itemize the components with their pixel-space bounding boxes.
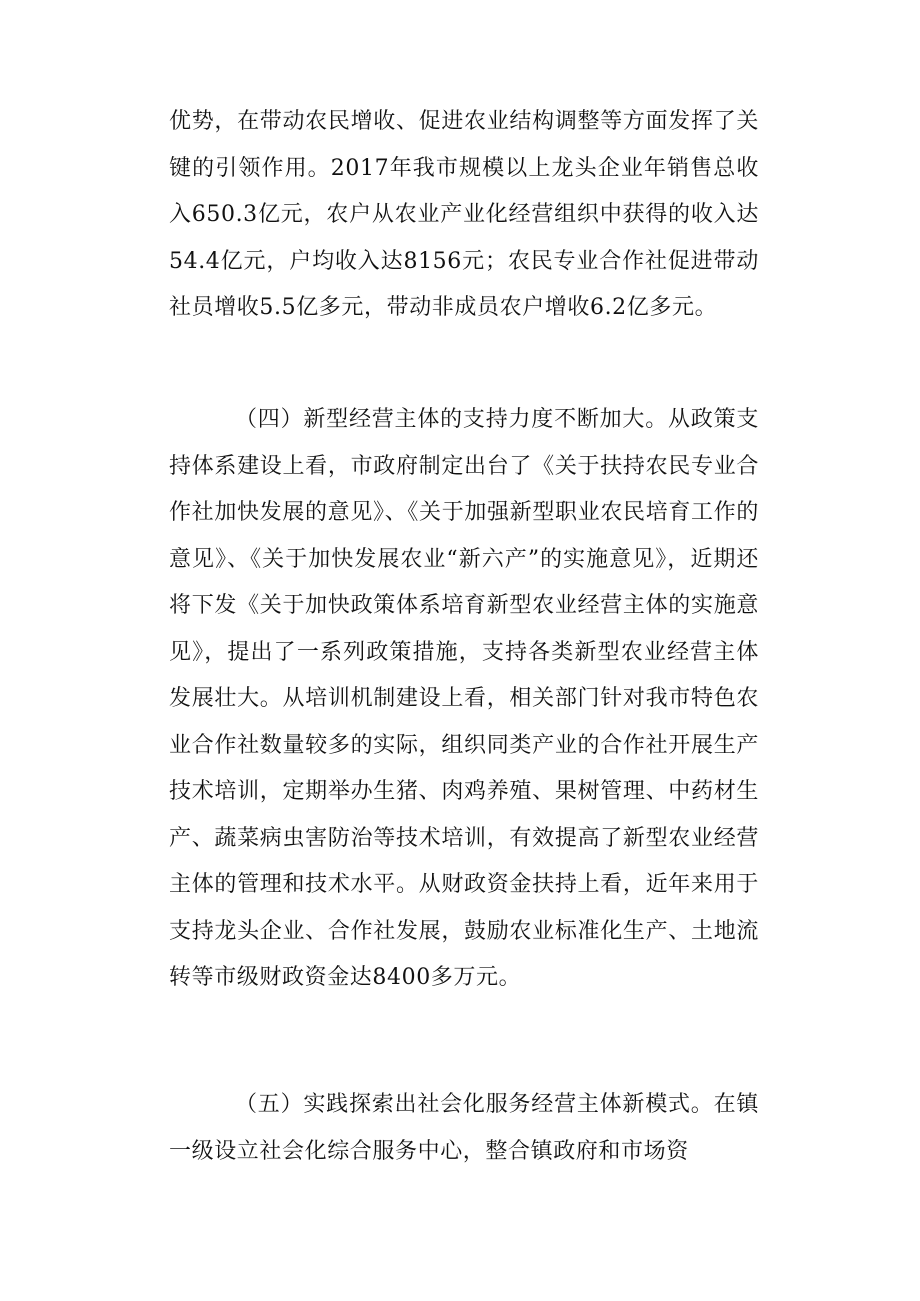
paragraph-section-4: （四）新型经营主体的支持力度不断加大。从政策支持体系建设上看，市政府制定出台了《关于扶持农民专业合作社加快发展的意见》、《关于加强新型职业农民培育工作的意见》、《关于加快发展农业“新六产”的实施意见》，近期还将下发《关于加快政策体系培育新型农业经营主体的实施意见》，提出了一系列政策措施，支持各类新型农业经营主体发展壮大。从培训机制建设上看，相关部门针对我市特色农业合作社数量较多的实际，组织同类产业的合作社开展生产技术培训，定期举办生猪、肉鸡养殖、果树管理、中药材生产、蔬菜病虫害防治等技术培训，有效提高了新型农业经营主体的管理和技术水平。从财政资金扶持上看，近年来用于支持龙头企业、合作社发展，鼓励农业标准化生产、土地流转等市级财政资金达8400多万元。 (169, 407, 759, 990)
paragraph-continuation: 优势，在带动农民增收、促进农业结构调整等方面发挥了关键的引领作用。2017年我市规模以上龙头企业年销售总收入650.3亿元，农户从农业产业化经营组织中获得的收入达54.4亿元，户均收入达8156元；农民专业合作社促进带动社员增收5.5亿多元，带动非成员农户增收6.2亿多元。 (169, 109, 759, 320)
paragraph-section-5: （五）实践探索出社会化服务经营主体新模式。在镇一级设立社会化综合服务中心，整合镇政府和市场资 (169, 1092, 759, 1164)
